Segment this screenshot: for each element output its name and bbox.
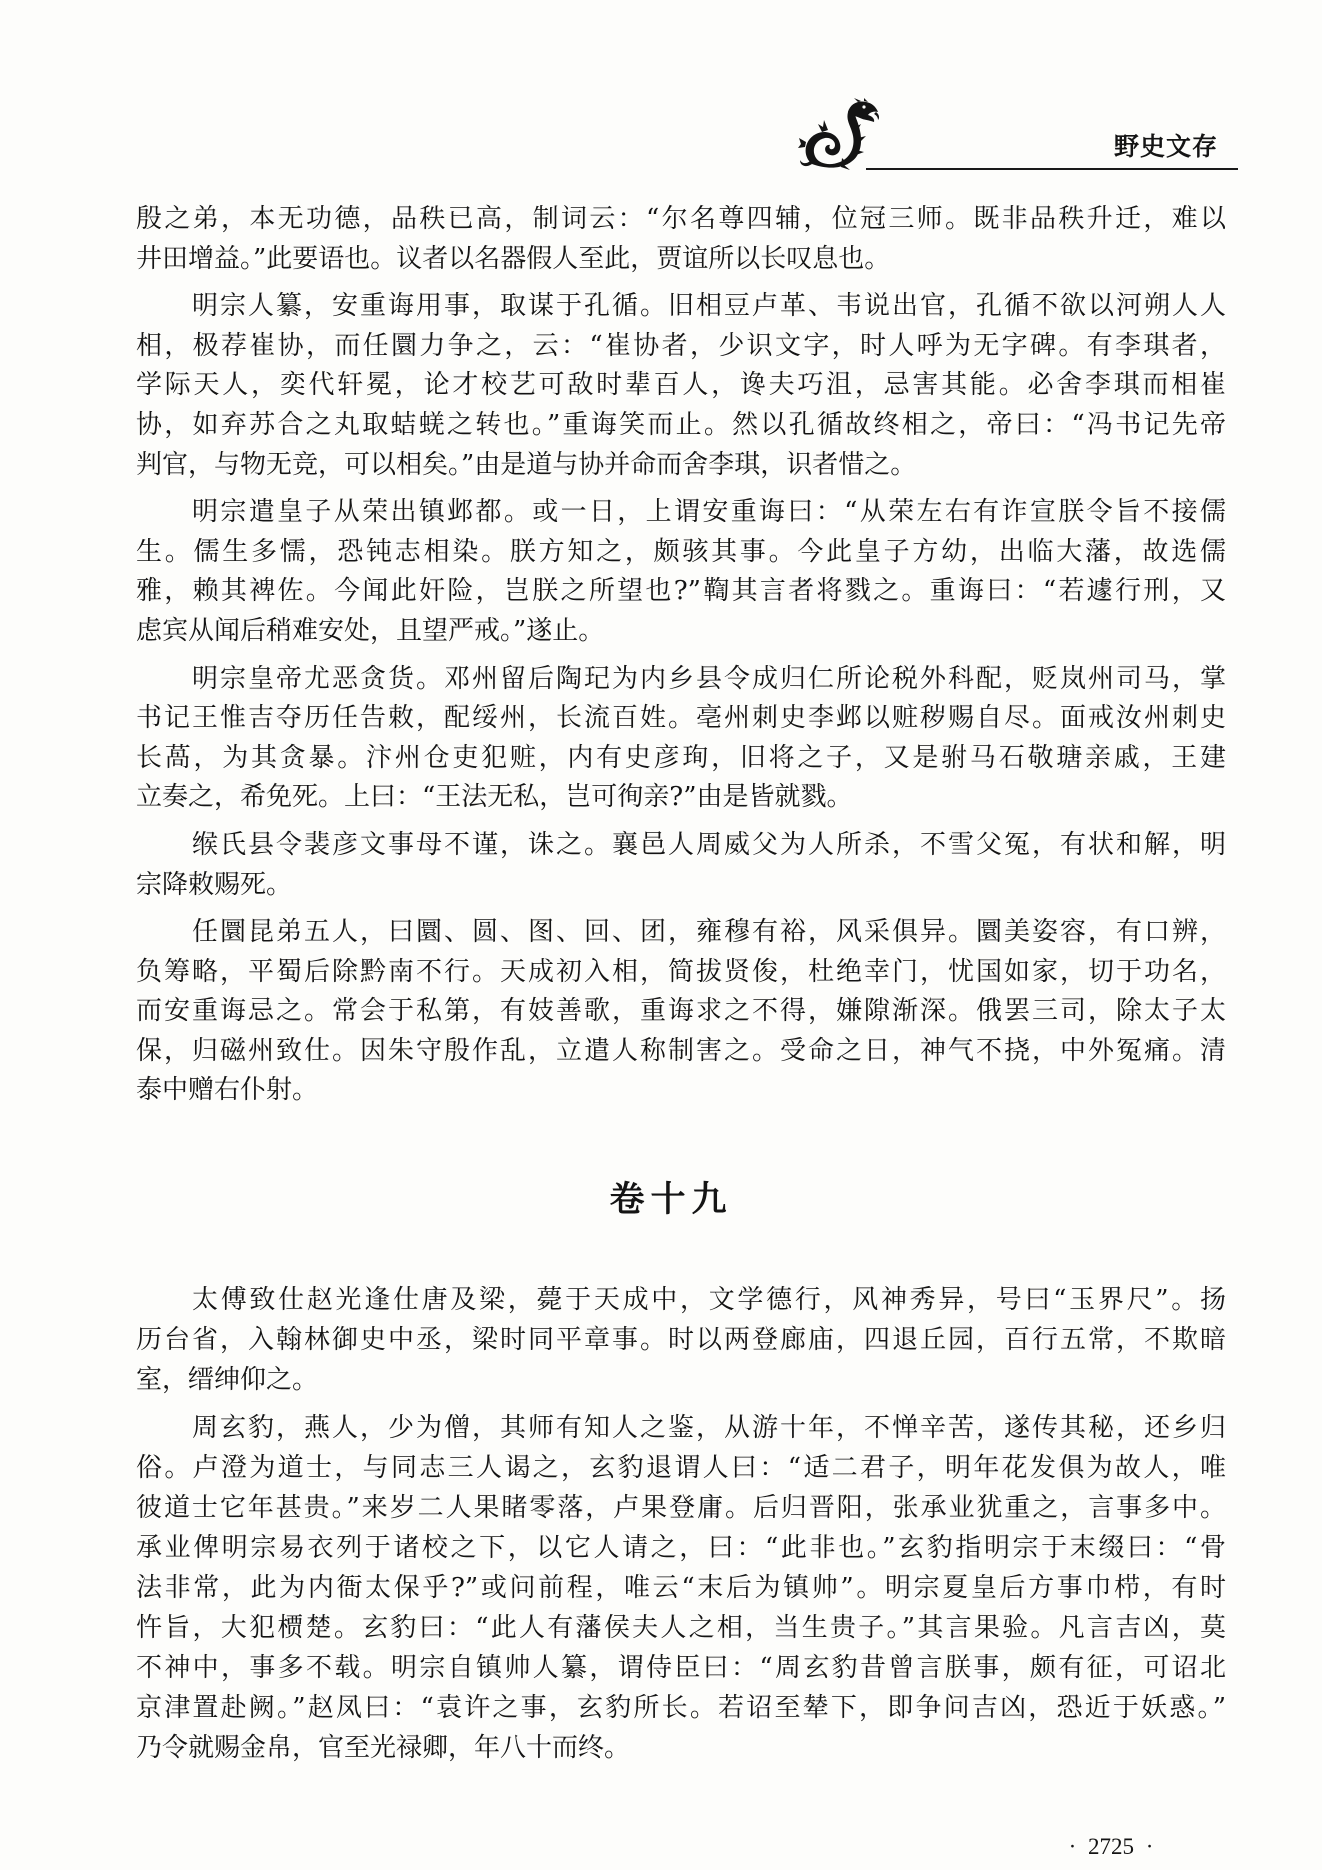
dragon-emblem-icon	[798, 98, 880, 172]
text-line: 泰中赠右仆射。	[136, 1075, 319, 1106]
text-line: 彼道士它年甚贵。”来岁二人果睹零落，卢果登庸。后归晋阳，张承业犹重之，言事多中。	[136, 1493, 1226, 1523]
text-line: 俗。卢澄为道士，与同志三人谒之，玄豹退谓人曰：“适二君子，明年花发俱为故人，唯	[136, 1453, 1226, 1483]
text-line: 相，极荐崔协，而任圜力争之，云：“崔协者，少识文字，时人呼为无字碑。有李琪者，	[136, 330, 1226, 361]
text-block-lower	[136, 1280, 1226, 1768]
running-header-title: 野史文存	[1114, 132, 1219, 161]
paragraph	[136, 1408, 1226, 1768]
paragraph	[136, 913, 1226, 1111]
text-line: 室，缙绅仰之。	[136, 1365, 319, 1395]
paragraph	[136, 200, 1226, 279]
text-line: 明宗皇帝尤恶贪货。邓州留后陶玘为内乡县令成归仁所论税外科配，贬岚州司马，掌	[192, 663, 1226, 694]
text-line: 立奏之，希免死。上曰：“王法无私，岂可徇亲?”由是皆就戮。	[136, 782, 853, 813]
text-line: 承业俾明宗易衣列于诸校之下，以它人请之，曰：“此非也。”玄豹指明宗于末缀曰：“骨	[136, 1533, 1226, 1563]
text-line: 书记王惟吉夺历任告敕，配绥州，长流百姓。亳州刺史李邺以赃秽赐自尽。面戒汝州刺史	[136, 703, 1226, 734]
paragraph	[136, 287, 1226, 485]
text-line: 历台省，入翰林御史中丞，梁时同平章事。时以两登廊庙，四退丘园，百行五常，不欺暗	[136, 1325, 1226, 1355]
text-line: 不神中，事多不载。明宗自镇帅人纂，谓侍臣曰：“周玄豹昔曾言朕事，颇有征，可诏北	[136, 1653, 1226, 1683]
chapter-heading: 卷十九	[609, 1180, 733, 1220]
text-line: 负筹略，平蜀后除黔南不行。天成初入相，简拔贤俊，杜绝幸门，忧国如家，切于功名，	[136, 956, 1226, 987]
text-line: 虑宾从闻后稍难安处，且望严戒。”遂止。	[136, 615, 605, 646]
paragraph	[136, 826, 1226, 905]
text-line: 殷之弟，本无功德，品秩已高，制词云：“尔名尊四辅，位冠三师。既非品秩升迁，难以	[136, 204, 1226, 234]
text-line: 周玄豹，燕人，少为僧，其师有知人之鉴，从游十年，不惮辛苦，遂传其秘，还乡归	[192, 1413, 1226, 1443]
paragraph	[136, 493, 1226, 651]
text-line: 明宗人纂，安重诲用事，取谋于孔循。旧相豆卢革、韦说出官，孔循不欲以河朔人人	[192, 291, 1226, 322]
text-line: 雅，赖其裨佐。今闻此奸险，岂朕之所望也?”鞫其言者将戮之。重诲曰：“若遽行刑，又	[136, 576, 1226, 607]
text-line: 京津置赴阙。”赵凤曰：“袁许之事，玄豹所长。若诏至辇下，即争问吉凶，恐近于妖惑。”	[136, 1693, 1226, 1723]
paragraph	[136, 1280, 1226, 1400]
text-line: 明宗遣皇子从荣出镇邺都。或一日，上谓安重诲曰：“从荣左右有诈宣朕令旨不接儒	[192, 497, 1226, 528]
text-block-upper	[136, 200, 1226, 1111]
text-line: 太傅致仕赵光逢仕唐及梁，薨于天成中，文学德行，风神秀异，号曰“玉界尺”。扬	[192, 1285, 1226, 1315]
text-line: 生。儒生多懦，恐钝志相染。朕方知之，颇骇其事。今此皇子方幼，出临大藩，故选儒	[136, 536, 1226, 567]
text-line: 学际天人，奕代轩冕，论才校艺可敌时辈百人，谗夫巧沮，忌害其能。必舍李琪而相崔	[136, 370, 1226, 401]
text-line: 宗降敕赐死。	[136, 869, 293, 900]
text-line: 井田增益。”此要语也。议者以名器假人至此，贾谊所以长叹息也。	[136, 243, 891, 274]
text-line: 长萵，为其贪暴。汴州仓吏犯赃，内有史彦珣，旧将之子，又是驸马石敬瑭亲戚，王建	[136, 742, 1226, 773]
text-line: 乃令就赐金帛，官至光禄卿，年八十而终。	[136, 1733, 631, 1763]
page-number: · 2725 ·	[1068, 1834, 1154, 1859]
text-line: 缑氏县令裴彦文事母不谨，诛之。襄邑人周威父为人所杀，不雪父冤，有状和解，明	[192, 829, 1226, 860]
text-line: 判官，与物无竞，可以相矣。”由是道与协并命而舍李琪，识者惜之。	[136, 449, 917, 480]
header-rule	[866, 168, 1238, 170]
paragraph	[136, 660, 1226, 818]
text-line: 保，归磁州致仕。因朱守殷作乱，立遣人称制害之。受命之日，神气不挠，中外冤痛。清	[136, 1035, 1226, 1066]
text-line: 而安重诲忌之。常会于私第，有妓善歌，重诲求之不得，嫌隙渐深。俄罢三司，除太子太	[136, 996, 1226, 1027]
text-line: 法非常，此为内衙太保乎?”或问前程，唯云“末后为镇帅”。明宗夏皇后方事巾栉，有时	[136, 1573, 1226, 1603]
text-line: 协，如弃苏合之丸取蛣蜣之转也。”重诲笑而止。然以孔循故终相之，帝曰：“冯书记先帝	[136, 409, 1226, 440]
text-line: 忤旨，大犯槚楚。玄豹曰：“此人有藩侯夫人之相，当生贵子。”其言果验。凡言吉凶，莫	[136, 1613, 1226, 1643]
text-line: 任圜昆弟五人，曰圜、圆、图、回、团，雍穆有裕，风采俱异。圜美姿容，有口辨，	[192, 917, 1226, 948]
